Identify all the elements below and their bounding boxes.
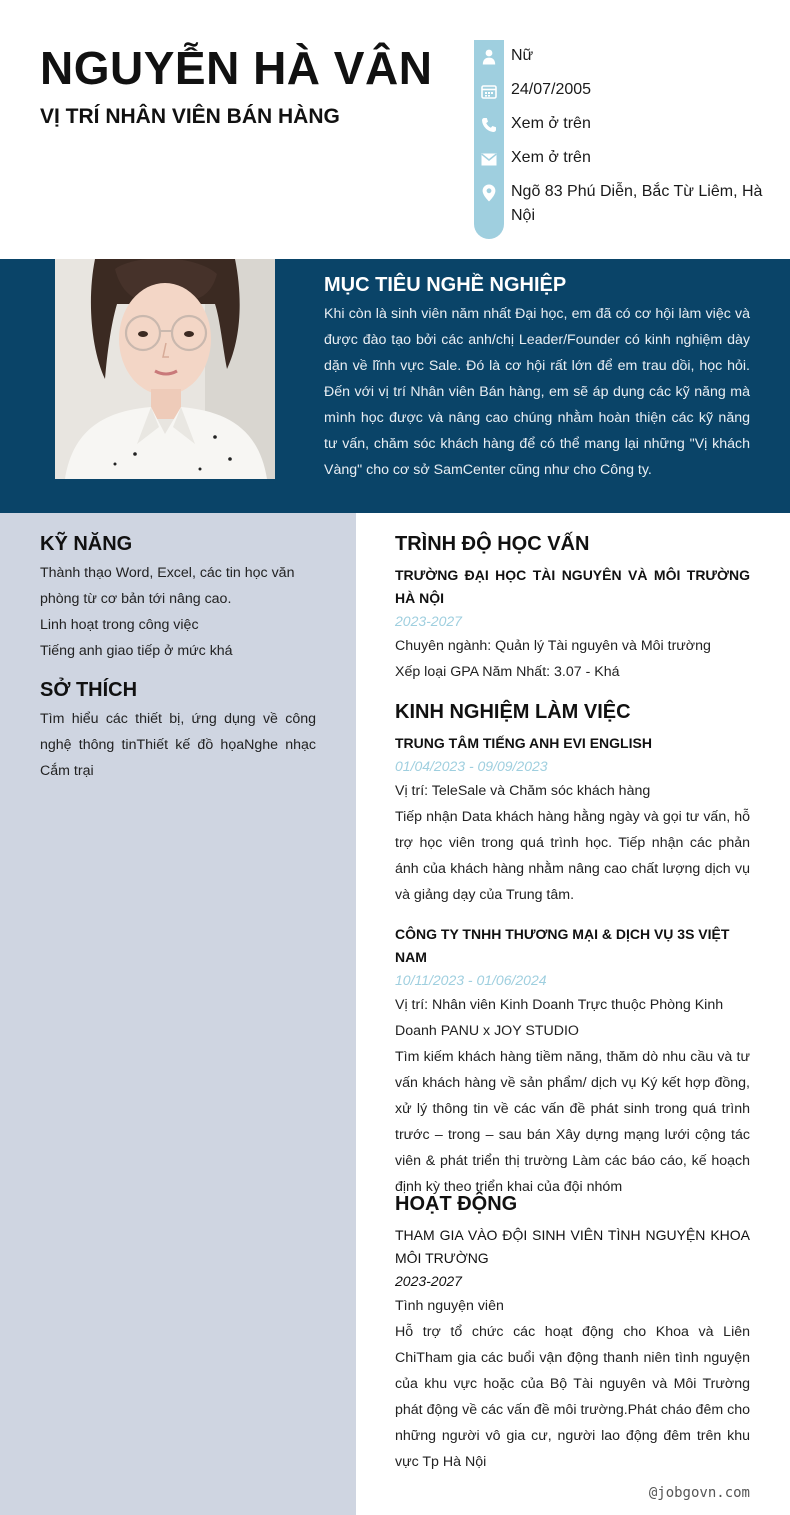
watermark-text: @jobgovn.com <box>648 1485 750 1501</box>
job-period: 10/11/2023 - 01/06/2024 <box>395 972 547 988</box>
objective-text: Khi còn là sinh viên năm nhất Đại học, em đã có cơ hội làm việc và được đào tạo bởi các anh/chị Leader/Founder có kinh nghiệm dày dặn về lĩnh vực Sale. Đó là cơ hội rất lớn để em trau dồi, học hỏi. Đến với vị trí Nhân viên Bán hàng, em sẽ áp dụng các kỹ năng mà mình học được và nâng cao chúng nhằm hoàn thiện các kỹ năng tư vấn, chăm sóc khách hàng để có thể mang lại những "Vị khách Vàng" cho cơ sở SamCenter cũng như cho Công ty. <box>324 306 750 478</box>
objective-title: MỤC TIÊU NGHỀ NGHIỆP <box>324 274 567 296</box>
school-name: TRƯỜNG ĐẠI HỌC TÀI NGUYÊN VÀ MÔI TRƯỜNG HÀ NỘI <box>395 567 750 606</box>
activity-org: THAM GIA VÀO ĐỘI SINH VIÊN TÌNH NGUYỆN KHOA MÔI TRƯỜNG <box>395 1227 750 1266</box>
education-major: Chuyên ngành: Quản lý Tài nguyên và Môi trường <box>395 638 711 654</box>
person-icon <box>474 47 504 67</box>
education-title: TRÌNH ĐỘ HỌC VẤN <box>395 533 590 555</box>
job-description: Tiếp nhận Data khách hàng hằng ngày và gọi tư vấn, hỗ trợ học viên trong quá trình học. Tiếp nhận các phản ánh của khách hàng nhằm nâng cao chất lượng dịch vụ và giảng dạy của Trung tâm. <box>395 809 750 903</box>
phone-value: Xem ở trên <box>511 115 591 132</box>
activities-title: HOẠT ĐỘNG <box>395 1193 518 1215</box>
skills-title: KỸ NĂNG <box>40 533 133 555</box>
experience-entry <box>395 923 750 1200</box>
experience-entry <box>395 732 750 908</box>
phone-icon <box>474 115 504 135</box>
contact-gender <box>474 44 764 68</box>
company-name: CÔNG TY TNHH THƯƠNG MẠI & DỊCH VỤ 3S VIỆT NAM <box>395 926 730 965</box>
skills-list <box>40 560 316 664</box>
contact-phone <box>474 112 764 136</box>
skill-item: Linh hoạt trong công việc <box>40 617 199 633</box>
email-icon <box>474 149 504 169</box>
skill-item: Thành thạo Word, Excel, các tin học văn phòng từ cơ bản tới nâng cao. <box>40 565 295 607</box>
company-name: TRUNG TÂM TIẾNG ANH EVI ENGLISH <box>395 735 652 751</box>
contact-email <box>474 146 764 170</box>
hobbies-title: SỞ THÍCH <box>40 679 138 701</box>
gender-value: Nữ <box>511 47 534 64</box>
activity-role: Tình nguyện viên <box>395 1298 504 1314</box>
candidate-name: NGUYỄN HÀ VÂN <box>40 42 433 94</box>
education-entry <box>395 564 750 685</box>
skill-item: Tiếng anh giao tiếp ở mức khá <box>40 643 233 659</box>
birthdate-value: 24/07/2005 <box>511 81 592 98</box>
education-gpa: Xếp loại GPA Năm Nhất: 3.07 - Khá <box>395 664 620 680</box>
location-icon <box>474 183 504 203</box>
activity-period: 2023-2027 <box>395 1273 462 1289</box>
job-role: Vị trí: Nhân viên Kinh Doanh Trực thuộc Phòng Kinh Doanh PANU x JOY STUDIO <box>395 997 724 1039</box>
profile-photo <box>55 259 275 479</box>
contact-address <box>474 180 764 228</box>
job-period: 01/04/2023 - 09/09/2023 <box>395 758 548 774</box>
education-period: 2023-2027 <box>395 613 462 629</box>
job-role: Vị trí: TeleSale và Chăm sóc khách hàng <box>395 783 651 799</box>
contact-birthdate <box>474 78 764 102</box>
job-position: VỊ TRÍ NHÂN VIÊN BÁN HÀNG <box>40 105 340 128</box>
hobbies-text: Tìm hiểu các thiết bị, ứng dụng về công nghệ thông tinThiết kế đồ họaNghe nhạc Cắm trại <box>40 711 316 779</box>
job-description: Tìm kiếm khách hàng tiềm năng, thăm dò nhu cầu và tư vấn khách hàng về sản phẩm/ dịch vụ Ký kết hợp đồng, xử lý thông tin về các vấn đề phát sinh trong quá trình trước – trong – sau bán Xây dựng mạng lưới cộng tác viên & phát triển thị trường Làm các báo cáo, kế hoạch định kỳ theo triển khai của đội nhóm <box>395 1049 750 1195</box>
address-value: Ngõ 83 Phú Diễn, Bắc Từ Liêm, Hà Nội <box>511 183 763 224</box>
email-value: Xem ở trên <box>511 149 591 166</box>
activity-description: Hỗ trợ tổ chức các hoạt động cho Khoa và Liên ChiTham gia các buổi vận động thanh niên tình nguyện của khu vực hoặc của Bộ Tài nguyên và Môi Trường phát động về các vấn đề môi trường.Phát cháo đêm cho những người vô gia cư, người lao động đêm trên khu vực Tp Hà Nội <box>395 1324 750 1470</box>
experience-title: KINH NGHIỆM LÀM VIỆC <box>395 701 631 723</box>
calendar-icon <box>474 81 504 101</box>
activity-entry <box>395 1224 750 1475</box>
